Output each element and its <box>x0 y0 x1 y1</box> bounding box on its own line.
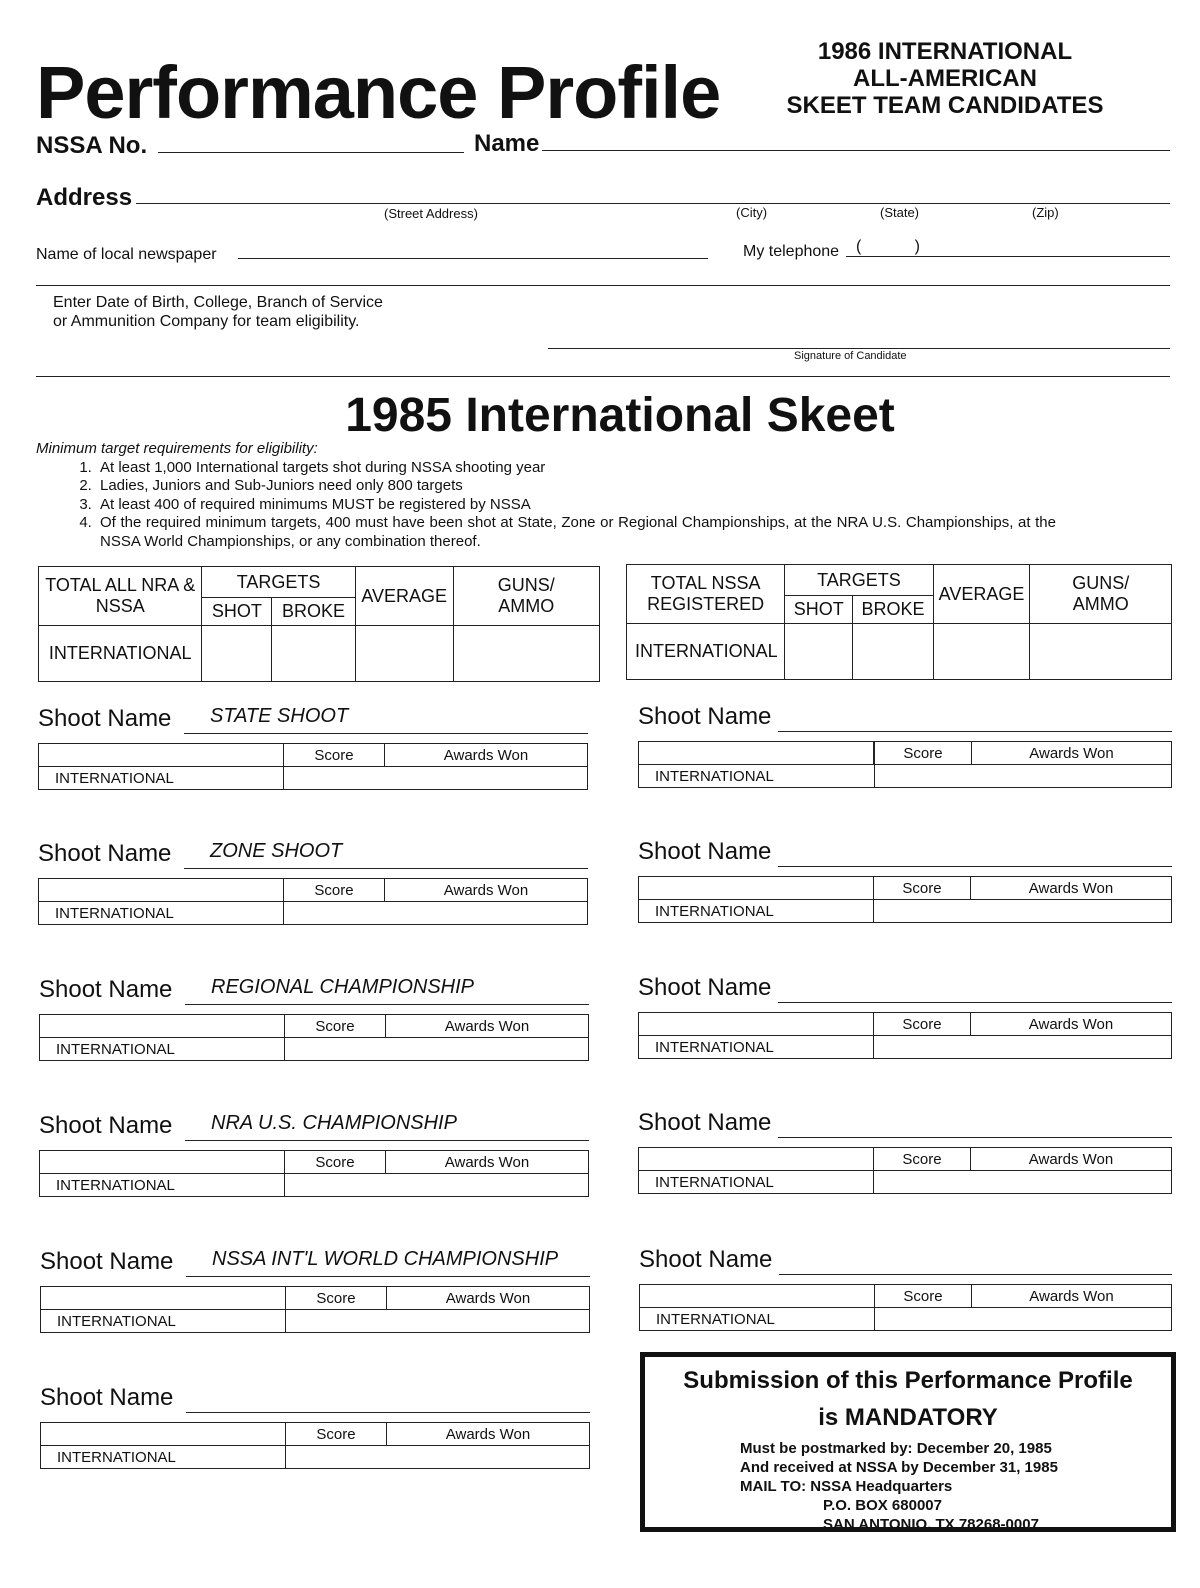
received-deadline: And received at NSSA by December 31, 1985 <box>740 1459 1058 1476</box>
international-label: INTERNATIONAL <box>639 900 874 923</box>
score-awards-cell[interactable] <box>874 1036 1172 1059</box>
score-awards-cell[interactable] <box>286 1446 590 1469</box>
postmark-deadline: Must be postmarked by: December 20, 1985 <box>740 1440 1052 1457</box>
header-line-2: ALL-AMERICAN <box>853 65 1037 92</box>
shoot-name-label: Shoot Name <box>638 1109 772 1136</box>
newspaper-field[interactable] <box>238 258 708 259</box>
guns-ammo-header: GUNS/ AMMO <box>453 567 599 626</box>
nssa-no-label: NSSA No. <box>36 132 148 159</box>
guns-ammo-cell[interactable] <box>1030 624 1172 680</box>
shoot-table <box>638 1147 1172 1194</box>
international-label: INTERNATIONAL <box>40 1038 285 1061</box>
eligibility-line-2: or Ammunition Company for team eligibility. <box>53 313 360 330</box>
notice-body <box>740 1439 1171 1534</box>
international-label: INTERNATIONAL <box>41 1310 286 1333</box>
score-awards-cell[interactable] <box>875 765 1172 788</box>
name-field[interactable] <box>542 150 1170 151</box>
shoot-name-line[interactable] <box>778 866 1172 867</box>
shoot-name-line <box>184 733 588 734</box>
totals-table-right <box>626 564 1172 680</box>
notice-line-2: is MANDATORY <box>818 1404 998 1431</box>
shoot-table <box>638 741 1172 788</box>
mail-to: MAIL TO: NSSA Headquarters <box>740 1478 953 1495</box>
signature-caption: Signature of Candidate <box>794 350 907 362</box>
score-awards-cell[interactable] <box>874 1171 1172 1194</box>
shoot-name-label: Shoot Name <box>38 840 172 867</box>
score-awards-cell[interactable] <box>286 1310 590 1333</box>
awards-header: Awards Won <box>972 742 1172 765</box>
average-header: AVERAGE <box>933 565 1030 624</box>
requirements-intro: Minimum target requirements for eligibility: <box>36 440 318 457</box>
score-awards-cell[interactable] <box>285 1174 589 1197</box>
requirement-item: 4. Of the required minimum targets, 400 must have been shot at State, Zone or Regional Championships, at the NRA U.S. Championships, at the NSSA World Championships, or any combination thereof. <box>96 514 1056 551</box>
header-line-3: SKEET TEAM CANDIDATES <box>786 92 1104 119</box>
totals-table-left <box>38 566 600 682</box>
score-header: Score <box>286 1287 387 1310</box>
targets-header: TARGETS <box>785 565 933 596</box>
submission-notice <box>640 1352 1176 1532</box>
shoot-name-value[interactable]: STATE SHOOT <box>210 705 349 727</box>
shoot-name-label: Shoot Name <box>638 703 772 730</box>
totals-header: TOTAL ALL NRA & NSSA <box>39 567 202 626</box>
awards-header: Awards Won <box>972 1285 1172 1308</box>
awards-header: Awards Won <box>385 879 588 902</box>
guns-ammo-header: GUNS/ AMMO <box>1030 565 1172 624</box>
awards-header: Awards Won <box>385 744 588 767</box>
signature-field[interactable] <box>548 348 1170 349</box>
international-label: INTERNATIONAL <box>41 1446 286 1469</box>
score-header: Score <box>874 1148 971 1171</box>
po-box: P.O. BOX 680007 <box>823 1497 942 1514</box>
requirement-item: 2. Ladies, Juniors and Sub-Juniors need only 800 targets <box>96 477 1056 496</box>
score-header: Score <box>285 1151 386 1174</box>
shoot-table <box>39 1150 589 1197</box>
awards-header: Awards Won <box>971 877 1172 900</box>
shoot-table <box>38 878 588 925</box>
shoot-name-value[interactable]: ZONE SHOOT <box>210 840 343 862</box>
header-subtitle <box>780 38 1110 119</box>
awards-header: Awards Won <box>386 1151 589 1174</box>
broke-cell[interactable] <box>272 626 356 682</box>
awards-header: Awards Won <box>386 1015 589 1038</box>
requirement-item: 3. At least 400 of required minimums MUST be registered by NSSA <box>96 496 1056 515</box>
average-cell[interactable] <box>355 626 453 682</box>
shoot-name-line <box>185 1140 589 1141</box>
broke-cell[interactable] <box>853 624 933 680</box>
broke-header: BROKE <box>272 598 356 626</box>
targets-header: TARGETS <box>202 567 355 598</box>
shoot-name-line[interactable] <box>779 1274 1172 1275</box>
requirement-item: 1. At least 1,000 International targets shot during NSSA shooting year <box>96 459 1056 478</box>
shoot-name-value[interactable]: REGIONAL CHAMPIONSHIP <box>211 976 475 998</box>
page-title: Performance Profile <box>36 51 721 134</box>
shoot-name-label: Shoot Name <box>40 1384 174 1411</box>
totals-header: TOTAL NSSA REGISTERED <box>627 565 785 624</box>
shoot-name-line[interactable] <box>778 1137 1172 1138</box>
average-cell[interactable] <box>933 624 1030 680</box>
score-awards-cell[interactable] <box>284 767 588 790</box>
score-awards-cell[interactable] <box>874 900 1172 923</box>
score-header: Score <box>874 1013 971 1036</box>
international-label: INTERNATIONAL <box>639 1036 874 1059</box>
city-zip: SAN ANTONIO, TX 78268-0007 <box>823 1516 1039 1533</box>
international-label: INTERNATIONAL <box>640 1308 875 1331</box>
score-header: Score <box>284 744 385 767</box>
shoot-name-value[interactable]: NSSA INT'L WORLD CHAMPIONSHIP <box>212 1248 559 1270</box>
shoot-table <box>638 876 1172 923</box>
shoot-table <box>40 1422 590 1469</box>
notice-line-1: Submission of this Performance Profile <box>683 1367 1133 1394</box>
international-row-label: INTERNATIONAL <box>39 626 202 682</box>
header-line-1: 1986 INTERNATIONAL <box>817 38 1073 65</box>
shoot-table <box>639 1284 1172 1331</box>
shoot-name-label: Shoot Name <box>38 705 172 732</box>
shoot-name-label: Shoot Name <box>40 1248 174 1275</box>
divider <box>36 376 1170 377</box>
state-caption: (State) <box>880 205 920 220</box>
shoot-name-value[interactable]: NRA U.S. CHAMPIONSHIP <box>211 1112 457 1134</box>
shot-cell[interactable] <box>202 626 272 682</box>
zip-caption: (Zip) <box>1032 205 1059 220</box>
broke-header: BROKE <box>853 596 933 624</box>
address-label: Address <box>36 184 133 211</box>
shoot-name-label: Shoot Name <box>39 976 173 1003</box>
eligibility-text <box>53 293 383 331</box>
awards-header: Awards Won <box>387 1423 590 1446</box>
telephone-parens: ( ) <box>856 238 920 255</box>
average-header: AVERAGE <box>355 567 453 626</box>
city-caption: (City) <box>736 205 768 220</box>
shoot-name-line <box>186 1276 590 1277</box>
shoot-table <box>40 1286 590 1333</box>
international-label: INTERNATIONAL <box>39 767 284 790</box>
shoot-name-line[interactable] <box>778 1002 1172 1003</box>
nssa-no-field[interactable] <box>158 152 464 153</box>
international-label: INTERNATIONAL <box>639 1171 874 1194</box>
divider <box>36 285 1170 286</box>
shoot-name-line <box>184 868 588 869</box>
shoot-name-label: Shoot Name <box>39 1112 173 1139</box>
international-row-label: INTERNATIONAL <box>627 624 785 680</box>
shoot-name-label: Shoot Name <box>638 974 772 1001</box>
score-header: Score <box>875 742 972 765</box>
name-label: Name <box>474 130 540 157</box>
score-header: Score <box>286 1423 387 1446</box>
score-awards-cell[interactable] <box>285 1038 589 1061</box>
awards-header: Awards Won <box>971 1148 1172 1171</box>
international-label: INTERNATIONAL <box>39 902 284 925</box>
international-label: INTERNATIONAL <box>40 1174 285 1197</box>
international-label: INTERNATIONAL <box>639 765 875 788</box>
shoot-name-line <box>185 1004 589 1005</box>
requirements <box>36 440 1056 551</box>
eligibility-line-1: Enter Date of Birth, College, Branch of Service <box>53 294 383 311</box>
shoot-table <box>38 743 588 790</box>
score-awards-cell[interactable] <box>284 902 588 925</box>
address-field[interactable] <box>136 203 1170 204</box>
awards-header: Awards Won <box>971 1013 1172 1036</box>
shoot-name-label: Shoot Name <box>638 838 772 865</box>
guns-ammo-cell[interactable] <box>453 626 599 682</box>
score-header: Score <box>285 1015 386 1038</box>
shoot-table <box>39 1014 589 1061</box>
score-header: Score <box>284 879 385 902</box>
score-header: Score <box>874 877 971 900</box>
awards-header: Awards Won <box>387 1287 590 1310</box>
street-caption: (Street Address) <box>384 206 478 221</box>
shoot-name-line <box>186 1412 590 1413</box>
shot-header: SHOT <box>202 598 272 626</box>
telephone-label: My telephone <box>743 243 840 260</box>
section-title: 1985 International Skeet <box>345 389 895 442</box>
newspaper-label: Name of local newspaper <box>36 246 217 263</box>
shot-cell[interactable] <box>785 624 853 680</box>
shoot-name-line[interactable] <box>778 731 1172 732</box>
telephone-field[interactable] <box>846 256 1170 257</box>
shoot-table <box>638 1012 1172 1059</box>
shot-header: SHOT <box>785 596 853 624</box>
score-header: Score <box>875 1285 972 1308</box>
score-awards-cell[interactable] <box>875 1308 1172 1331</box>
shoot-name-label: Shoot Name <box>639 1246 773 1273</box>
